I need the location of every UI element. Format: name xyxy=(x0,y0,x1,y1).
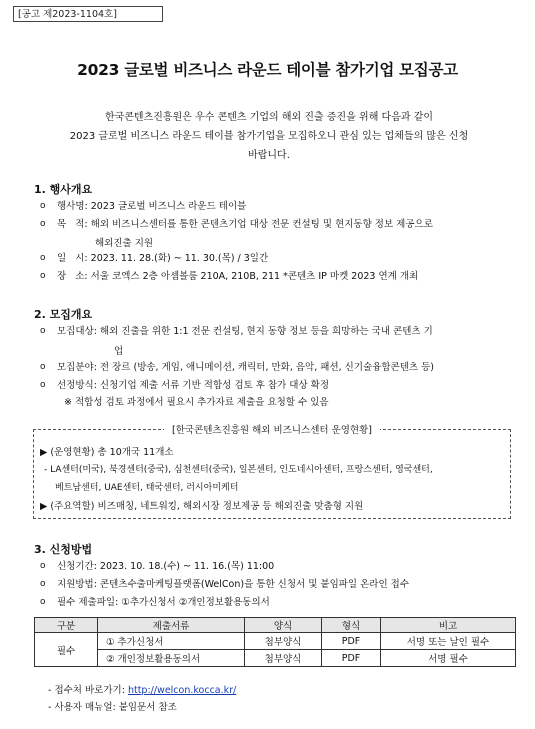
table-cell: 서명 필수 xyxy=(381,650,516,667)
selection-row: 선정방식: 신청기업 제출 서류 기반 적합성 검토 후 참가 대상 확정 xyxy=(57,380,330,391)
note-text: ※ 적합성 검토 과정에서 필요시 추가자료 제출을 요청할 수 있음 xyxy=(64,397,329,408)
purpose-continuation: 해외진출 지원 xyxy=(95,238,154,249)
field-label: 목 적: xyxy=(57,219,88,230)
event-name-row xyxy=(57,200,246,213)
table-header: 양식 xyxy=(245,618,322,633)
field-label: 행사명: xyxy=(57,201,88,212)
business-center-box xyxy=(33,425,511,519)
bullet-icon: o xyxy=(40,271,46,281)
bullet-icon: o xyxy=(40,579,46,589)
shortcut-row xyxy=(48,684,236,697)
target-continuation: 업 xyxy=(114,346,124,357)
table-cell: 첨부양식 xyxy=(245,650,322,667)
field-row: 모집분야: 전 장르 (방송, 게임, 애니메이션, 캐릭터, 만화, 음악, 패션, 신기술융합콘텐츠 등) xyxy=(57,362,434,373)
table-header: 제출서류 xyxy=(98,618,245,633)
intro-line: 바랍니다. xyxy=(248,150,290,161)
intro-paragraph xyxy=(30,108,508,165)
page-title: 2023 글로벌 비즈니스 라운드 테이블 참가기업 모집공고 xyxy=(77,61,458,79)
notice-number: [공고 제2023-1104호] xyxy=(13,6,163,22)
table-cell: PDF xyxy=(322,633,381,650)
table-cell: 첨부양식 xyxy=(245,633,322,650)
bullet-icon: o xyxy=(40,253,46,263)
field-value: 서울 코엑스 2층 아셈볼룸 210A, 210B, 211 *콘텐츠 IP 마켓 2023 연계 개최 xyxy=(90,271,419,282)
box-title: [한국콘텐츠진흥원 해외 비즈니스센터 운영현황] xyxy=(34,422,510,436)
intro-line: 2023 글로벌 비즈니스 라운드 테이블 참가기업을 모집하오니 관심 있는 업체들의 많은 신청 xyxy=(69,131,469,142)
bullet-icon: o xyxy=(40,219,46,229)
table-group-cell: 필수 xyxy=(35,633,98,667)
files-row: 필수 제출파일: ①추가신청서 ②개인정보활용동의서 xyxy=(57,597,270,608)
box-centers-line: - LA센터(미국), 북경센터(중국), 심천센터(중국), 일본센터, 인도네시아센터, 프랑스센터, 영국센터, xyxy=(44,465,433,475)
field-label: 일 시: xyxy=(57,253,88,264)
field-value: 2023 글로벌 비즈니스 라운드 테이블 xyxy=(90,201,247,212)
bullet-icon: o xyxy=(40,326,46,336)
bullet-icon: o xyxy=(40,201,46,211)
field-value: 2023. 11. 28.(화) ~ 11. 30.(목) / 3일간 xyxy=(90,253,269,264)
section-heading-application: 3. 신청방법 xyxy=(34,543,93,556)
bullet-icon: o xyxy=(40,561,46,571)
table-cell: PDF xyxy=(322,650,381,667)
table-header-row xyxy=(35,618,516,633)
manual-row: - 사용자 매뉴얼: 붙임문서 참조 xyxy=(48,702,177,713)
table-cell: ① 추가신청서 xyxy=(98,633,245,650)
bullet-icon: o xyxy=(40,380,46,390)
purpose-row xyxy=(57,218,433,231)
table-header: 구분 xyxy=(35,618,98,633)
target-row: 모집대상: 해외 진출을 위한 1:1 전문 컨설팅, 현지 동향 정보 등을 희망하는 국내 콘텐츠 기 xyxy=(57,326,433,337)
bullet-icon: o xyxy=(40,597,46,607)
shortcut-label: - 접수처 바로가기: xyxy=(48,685,125,696)
field-value: 해외 비즈니스센터를 통한 콘텐츠기업 대상 전문 컨설팅 및 현지동향 정보 제공으로 xyxy=(90,219,433,230)
box-status-line: ▶ (운영현황) 총 10개국 11개소 xyxy=(40,447,174,458)
period-row: 신청기간: 2023. 10. 18.(수) ~ 11. 16.(목) 11:00 xyxy=(57,561,275,572)
intro-line: 한국콘텐츠진흥원은 우수 콘텐츠 기업의 해외 진출 증진을 위해 다음과 같이 xyxy=(104,112,434,123)
bullet-icon: o xyxy=(40,362,46,372)
table-cell: 서명 또는 날인 필수 xyxy=(381,633,516,650)
venue-row xyxy=(57,270,418,283)
box-role-line: ▶ (주요역할) 비즈매칭, 네트워킹, 해외시장 정보제공 등 해외진출 맞춤형 지원 xyxy=(40,501,364,512)
table-header: 비고 xyxy=(381,618,516,633)
table-cell: ② 개인정보활용동의서 xyxy=(98,650,245,667)
section-heading-recruitment-overview: 2. 모집개요 xyxy=(34,308,93,321)
method-row: 지원방법: 콘텐츠수출마케팅플랫폼(WelCon)을 통한 신청서 및 붙임파일 온라인 접수 xyxy=(57,579,410,590)
table-row xyxy=(35,650,516,667)
date-row xyxy=(57,252,268,265)
table-header: 형식 xyxy=(322,618,381,633)
submission-table xyxy=(34,617,516,667)
section-heading-event-overview: 1. 행사개요 xyxy=(34,183,93,196)
field-label: 장 소: xyxy=(57,271,88,282)
box-centers-line-cont: 베트남센터, UAE센터, 태국센터, 러시아미케터 xyxy=(55,483,239,493)
table-row xyxy=(35,633,516,650)
welcon-link[interactable]: http://welcon.kocca.kr/ xyxy=(127,685,237,696)
